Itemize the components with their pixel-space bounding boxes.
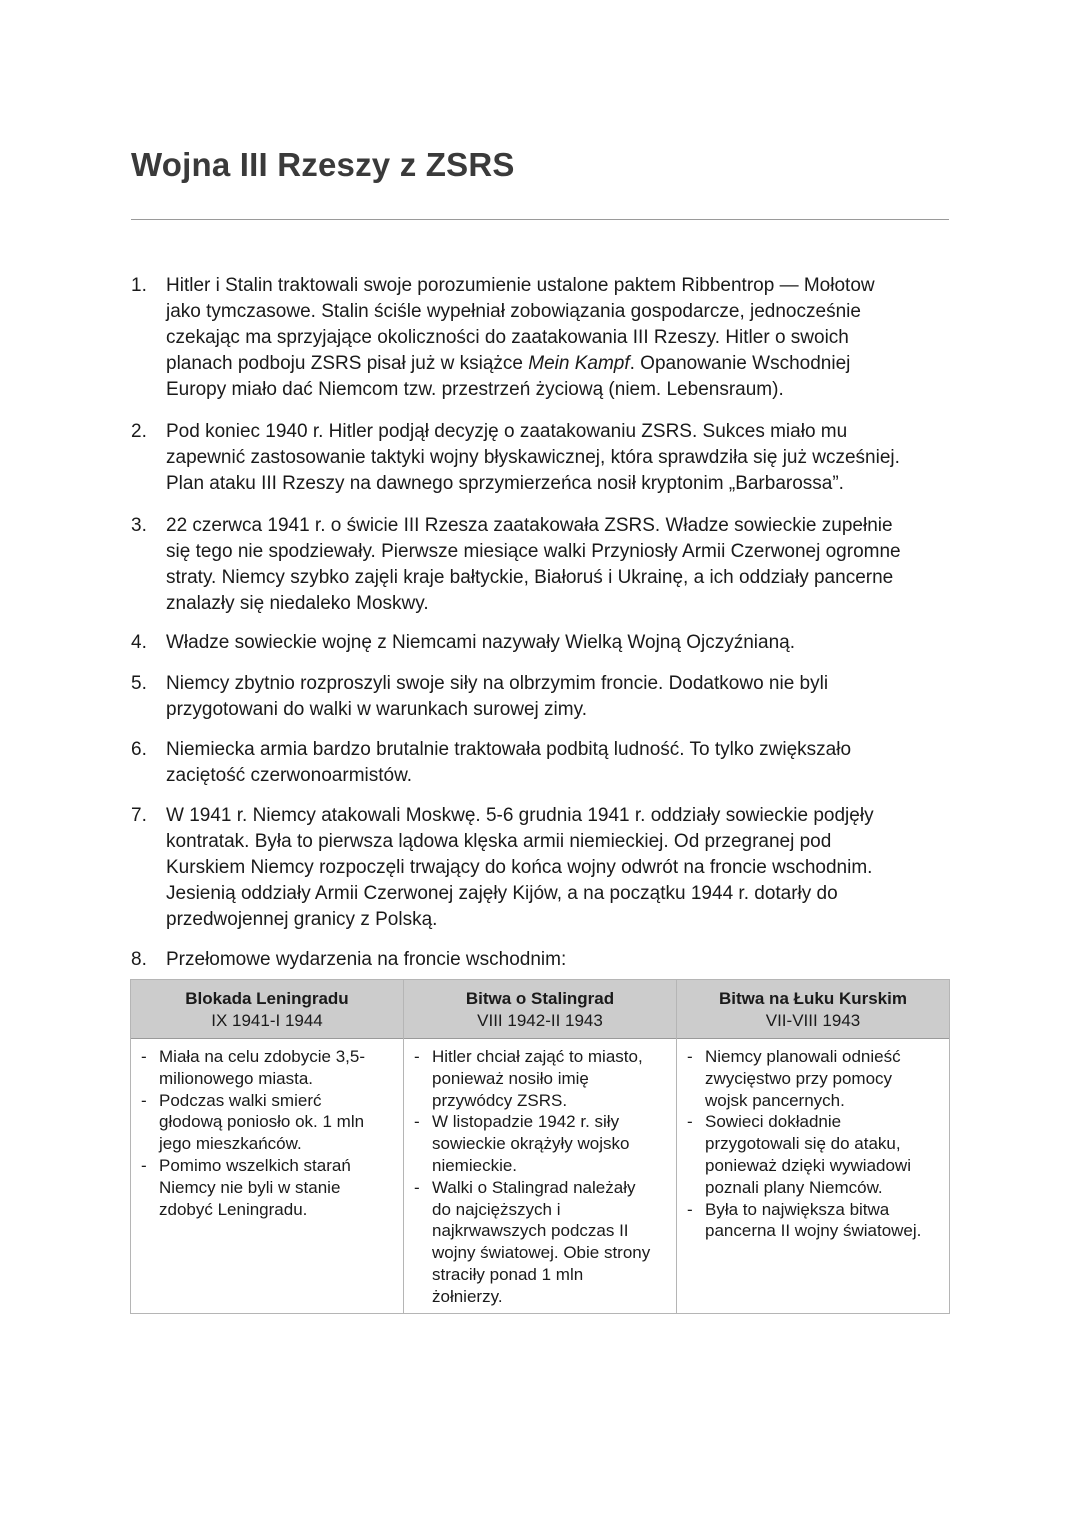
bullet-line: sowieckie okrążyły wojsko xyxy=(432,1134,630,1154)
bullet-line: - Hitler chciał zająć to miasto, xyxy=(432,1047,643,1066)
list-number: 4. xyxy=(131,632,147,653)
list-line: Kurskiem Niemcy rozpoczęli trwający do końca wojny odwrót na froncie wschodnim. xyxy=(166,857,873,878)
bullet-item xyxy=(412,1177,650,1308)
list-item-3 xyxy=(131,513,961,617)
list-line: zapewnić zastosowanie taktyki wojny błyskawicznej, która sprawdziła się już wcześniej. xyxy=(166,447,900,468)
bullet-line: ponieważ dzięki wywiadowi xyxy=(705,1155,911,1175)
line-text: planach podboju ZSRS pisał już w książce xyxy=(166,353,529,374)
bullet-item xyxy=(139,1090,365,1155)
bullet-line: straciły ponad 1 mln xyxy=(432,1264,584,1284)
column-heading: Blokada Leningradu xyxy=(185,989,349,1008)
page-title: Wojna III Rzeszy z ZSRS xyxy=(131,146,515,183)
bullet-line: - Miała na celu zdobycie 3,5- xyxy=(159,1047,366,1066)
list-number: 8. xyxy=(131,949,147,970)
list-line: W 1941 r. Niemcy atakowali Moskwę. 5-6 grudnia 1941 r. oddziały sowieckie podjęły xyxy=(166,805,874,826)
title-divider xyxy=(131,219,949,220)
list-line: Przełomowe wydarzenia na froncie wschodnim: xyxy=(166,949,567,970)
bullet-item xyxy=(139,1046,365,1090)
bullet-line: - Pomimo wszelkich starań xyxy=(159,1155,351,1175)
list-line: Pod koniec 1940 r. Hitler podjął decyzję o zaatakowaniu ZSRS. Sukces miało mu xyxy=(166,421,848,442)
list-line: jako tymczasowe. Stalin ściśle wypełniał zobowiązania gospodarcze, jednocześnie xyxy=(166,301,861,322)
bullet-line: - Sowieci dokładnie xyxy=(705,1112,842,1132)
list-item-6 xyxy=(131,737,961,789)
list-number: 3. xyxy=(131,515,147,536)
bullet-line: pancerna II wojny światowej. xyxy=(705,1221,922,1241)
list-line: Władze sowieckie wojnę z Niemcami nazywały Wielką Wojną Ojczyźnianą. xyxy=(166,632,795,653)
list-line xyxy=(166,351,961,377)
list-number: 5. xyxy=(131,673,147,694)
line-text: . Opanowanie Wschodniej xyxy=(629,353,851,374)
book-title-italic: Mein Kampf xyxy=(528,353,630,374)
table-column-stalingrad xyxy=(404,980,677,1313)
bullet-line: do najcięższych i xyxy=(432,1199,561,1219)
table-column-kursk xyxy=(677,980,949,1313)
bullet-line: zwycięstwo przy pomocy xyxy=(705,1068,893,1088)
list-line: 22 czerwca 1941 r. o świcie III Rzesza zaatakowała ZSRS. Władze sowieckie zupełnie xyxy=(166,515,893,536)
list-item-5 xyxy=(131,671,961,723)
bullet-line: wojsk pancernych. xyxy=(705,1090,845,1110)
list-line: przygotowani do walki w warunkach surowej zimy. xyxy=(166,699,587,720)
bullet-line: - Walki o Stalingrad należały xyxy=(432,1177,636,1197)
bullet-line: Niemcy nie byli w stanie xyxy=(159,1177,341,1197)
bullet-line: - W listopadzie 1942 r. siły xyxy=(432,1112,620,1132)
list-line: Jesienią oddziały Armii Czerwonej zajęły Kijów, a na początku 1944 r. dotarły do xyxy=(166,883,838,904)
list-item-2 xyxy=(131,419,961,497)
list-line: przedwojennej granicy z Polską. xyxy=(166,909,438,930)
list-line: straty. Niemcy szybko zajęli kraje bałtyckie, Białoruś i Ukrainę, a ich oddziały pancerne xyxy=(166,567,894,588)
table-column-leningrad xyxy=(131,980,404,1313)
list-line: czekając ma sprzyjające okoliczności do zaatakowania III Rzeszy. Hitler o swoich xyxy=(166,327,849,348)
list-item-1 xyxy=(131,273,961,403)
events-table xyxy=(130,979,950,1314)
list-line: kontratak. Była to pierwsza lądowa klęska armii niemieckiej. Od przegranej pod xyxy=(166,831,832,852)
bullet-line: jego mieszkańców. xyxy=(159,1134,302,1154)
list-line: znalazły się niedaleko Moskwy. xyxy=(166,593,429,614)
list-line: Plan ataku III Rzeszy na dawnego sprzymierzeńca nosił kryptonim „Barbarossa”. xyxy=(166,473,844,494)
bullet-line: głodową poniosło ok. 1 mln xyxy=(159,1112,365,1132)
bullet-line: poznali plany Niemców. xyxy=(705,1177,883,1197)
bullet-list xyxy=(139,1046,365,1220)
bullet-line: - Niemcy planowali odnieść xyxy=(705,1047,901,1066)
column-dates: VII-VIII 1943 xyxy=(765,1011,861,1030)
bullet-list xyxy=(685,1046,921,1242)
list-number: 6. xyxy=(131,739,147,760)
bullet-item xyxy=(412,1046,650,1111)
list-item-7 xyxy=(131,803,961,933)
list-line: się tego nie spodziewały. Pierwsze miesiące walki Przyniosły Armii Czerwonej ogromne xyxy=(166,541,901,562)
list-line: Hitler i Stalin traktowali swoje porozumienie ustalone paktem Ribbentrop — Mołotow xyxy=(166,275,875,296)
bullet-item xyxy=(685,1199,921,1243)
bullet-line: przywódcy ZSRS. xyxy=(432,1090,568,1110)
bullet-line: przygotowali się do ataku, xyxy=(705,1134,901,1154)
bullet-item xyxy=(139,1155,365,1220)
bullet-item xyxy=(685,1111,921,1198)
list-number: 2. xyxy=(131,421,147,442)
column-heading: Bitwa na Łuku Kurskim xyxy=(719,989,907,1008)
bullet-line: wojny światowej. Obie strony xyxy=(432,1243,651,1263)
list-line: Europy miało dać Niemcom tzw. przestrzeń życiową (niem. Lebensraum). xyxy=(166,379,784,400)
bullet-line: ponieważ nosiło imię xyxy=(432,1068,589,1088)
bullet-line: - Podczas walki smierć xyxy=(159,1090,322,1110)
column-dates: VIII 1942-II 1943 xyxy=(477,1011,603,1030)
bullet-line: żołnierzy. xyxy=(432,1286,503,1306)
list-number: 7. xyxy=(131,805,147,826)
list-item-4 xyxy=(131,630,961,656)
column-heading: Bitwa o Stalingrad xyxy=(465,989,615,1008)
bullet-item xyxy=(685,1046,921,1111)
bullet-line: najkrwawszych podczas II xyxy=(432,1221,629,1241)
bullet-line: - Była to największa bitwa xyxy=(705,1199,890,1219)
bullet-list xyxy=(412,1046,650,1308)
bullet-line: milionowego miasta. xyxy=(159,1068,314,1088)
bullet-line: niemieckie. xyxy=(432,1155,518,1175)
list-item-8 xyxy=(131,947,961,973)
list-number: 1. xyxy=(131,275,147,296)
column-dates: IX 1941-I 1944 xyxy=(211,1011,323,1030)
numbered-list xyxy=(131,273,961,973)
list-line: Niemcy zbytnio rozproszyli swoje siły na olbrzymim froncie. Dodatkowo nie byli xyxy=(166,673,829,694)
bullet-line: zdobyć Leningradu. xyxy=(159,1199,308,1219)
bullet-item xyxy=(412,1111,650,1176)
list-line: zaciętość czerwonoarmistów. xyxy=(166,765,413,786)
list-line: Niemiecka armia bardzo brutalnie traktowała podbitą ludność. To tylko zwiększało xyxy=(166,739,852,760)
